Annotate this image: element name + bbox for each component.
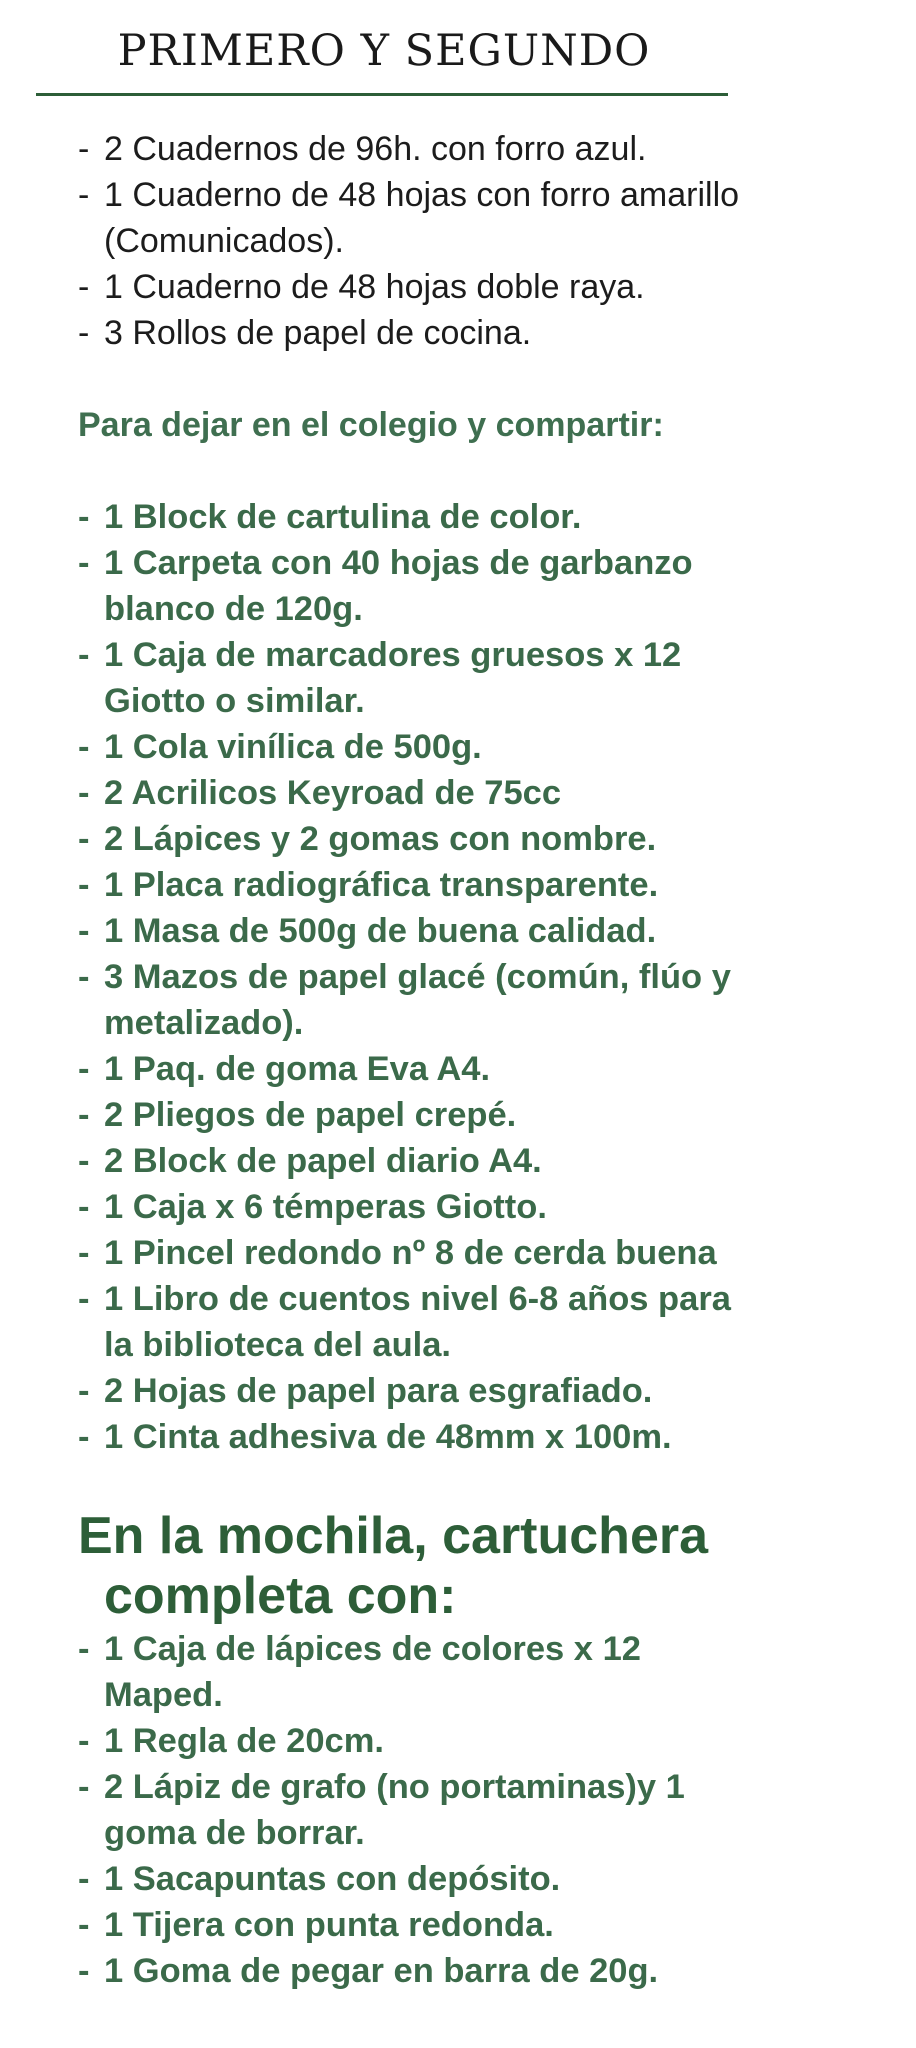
item-text: 1 Caja x 6 témperas Giotto.: [104, 1188, 547, 1226]
list-item: [78, 1414, 898, 1460]
item-text-continued: metalizado).: [104, 1004, 304, 1042]
item-dash: -: [78, 544, 90, 582]
item-dash: -: [78, 314, 90, 352]
backpack-heading-line-1: En la mochila, cartuchera: [78, 1507, 709, 1565]
item-dash: -: [78, 820, 90, 858]
item-text: 1 Cuaderno de 48 hojas con forro amarillo: [104, 176, 740, 214]
item-dash: -: [78, 1952, 90, 1990]
list-item: [78, 1046, 898, 1092]
backpack-heading-line-2: completa con:: [104, 1567, 457, 1625]
item-text: 1 Cuaderno de 48 hojas doble raya.: [104, 268, 645, 306]
list-item: [78, 862, 898, 908]
item-dash: -: [78, 1096, 90, 1134]
item-dash: -: [78, 1188, 90, 1226]
list-item: [78, 1230, 898, 1276]
item-dash: -: [78, 130, 90, 168]
shared-supplies-list: [78, 494, 898, 1460]
item-text: 1 Carpeta con 40 hojas de garbanzo: [104, 544, 693, 582]
item-dash: -: [78, 728, 90, 766]
item-text: 1 Regla de 20cm.: [104, 1722, 384, 1760]
list-item: [78, 264, 898, 310]
list-item: [78, 310, 898, 356]
item-dash: -: [78, 1234, 90, 1272]
item-dash: -: [78, 1768, 90, 1806]
item-dash: -: [78, 1142, 90, 1180]
item-text: 2 Acrilicos Keyroad de 75cc: [104, 774, 562, 812]
item-dash: -: [78, 912, 90, 950]
item-text: 1 Libro de cuentos nivel 6-8 años para: [104, 1280, 731, 1318]
backpack-supplies-list: [78, 1626, 898, 1994]
item-dash: -: [78, 1050, 90, 1088]
list-item: [78, 632, 898, 724]
item-text-continued: blanco de 120g.: [104, 590, 363, 628]
item-dash: -: [78, 1418, 90, 1456]
item-text-continued: Maped.: [104, 1676, 223, 1714]
list-item: [78, 954, 898, 1046]
list-item: [78, 1184, 898, 1230]
item-text: 1 Cinta adhesiva de 48mm x 100m.: [104, 1418, 672, 1456]
item-text: 1 Paq. de goma Eva A4.: [104, 1050, 491, 1088]
item-text: 1 Caja de marcadores gruesos x 12: [104, 636, 682, 674]
list-item: [78, 724, 898, 770]
item-text: 1 Placa radiográfica transparente.: [104, 866, 659, 904]
list-item: [78, 1764, 898, 1856]
item-text-continued: Giotto o similar.: [104, 682, 365, 720]
list-item: [78, 540, 898, 632]
supplies-list: [78, 126, 898, 356]
item-text: 1 Goma de pegar en barra de 20g.: [104, 1952, 659, 1990]
page-title: PRIMERO Y SEGUNDO: [117, 26, 651, 76]
item-dash: -: [78, 636, 90, 674]
item-text-continued: goma de borrar.: [104, 1814, 365, 1852]
list-item: [78, 1092, 898, 1138]
list-item: [78, 1948, 898, 1994]
item-text: 2 Hojas de papel para esgrafiado.: [104, 1372, 653, 1410]
item-dash: -: [78, 1722, 90, 1760]
list-item: [78, 770, 898, 816]
item-text: 3 Mazos de papel glacé (común, flúo y: [104, 958, 731, 996]
list-item: [78, 1718, 898, 1764]
item-dash: -: [78, 1630, 90, 1668]
item-text: 1 Masa de 500g de buena calidad.: [104, 912, 657, 950]
backpack-section-heading: [78, 1506, 898, 1626]
item-text: 1 Block de cartulina de color.: [104, 498, 582, 536]
shared-section-heading: Para dejar en el colegio y compartir:: [78, 406, 664, 444]
item-dash: -: [78, 866, 90, 904]
item-dash: -: [78, 1906, 90, 1944]
item-dash: -: [78, 176, 90, 214]
list-item: [78, 1856, 898, 1902]
item-dash: -: [78, 1372, 90, 1410]
list-item: [78, 1138, 898, 1184]
list-item: [78, 494, 898, 540]
item-text: 3 Rollos de papel de cocina.: [104, 314, 532, 352]
item-dash: -: [78, 1860, 90, 1898]
title-underline: [36, 93, 728, 96]
item-dash: -: [78, 1280, 90, 1318]
item-text: 2 Lápiz de grafo (no portaminas)y 1: [104, 1768, 685, 1806]
item-text: 1 Tijera con punta redonda.: [104, 1906, 554, 1944]
list-item: [78, 126, 898, 172]
list-item: [78, 1368, 898, 1414]
list-item: [78, 1276, 898, 1368]
item-text: 1 Caja de lápices de colores x 12: [104, 1630, 641, 1668]
list-item: [78, 1626, 898, 1718]
item-dash: -: [78, 268, 90, 306]
list-item: [78, 1902, 898, 1948]
item-dash: -: [78, 958, 90, 996]
item-text: 1 Cola vinílica de 500g.: [104, 728, 482, 766]
item-text: 2 Cuadernos de 96h. con forro azul.: [104, 130, 647, 168]
list-item: [78, 816, 898, 862]
item-text: 2 Lápices y 2 gomas con nombre.: [104, 820, 657, 858]
item-text-continued: (Comunicados).: [104, 222, 344, 260]
item-text: 1 Pincel redondo nº 8 de cerda buena: [104, 1234, 717, 1272]
item-dash: -: [78, 498, 90, 536]
item-text: 2 Block de papel diario A4.: [104, 1142, 542, 1180]
item-text: 1 Sacapuntas con depósito.: [104, 1860, 561, 1898]
list-item: [78, 908, 898, 954]
list-content: [78, 126, 898, 1994]
list-item: [78, 172, 898, 264]
item-dash: -: [78, 774, 90, 812]
item-text: 2 Pliegos de papel crepé.: [104, 1096, 517, 1134]
item-text-continued: la biblioteca del aula.: [104, 1326, 452, 1364]
